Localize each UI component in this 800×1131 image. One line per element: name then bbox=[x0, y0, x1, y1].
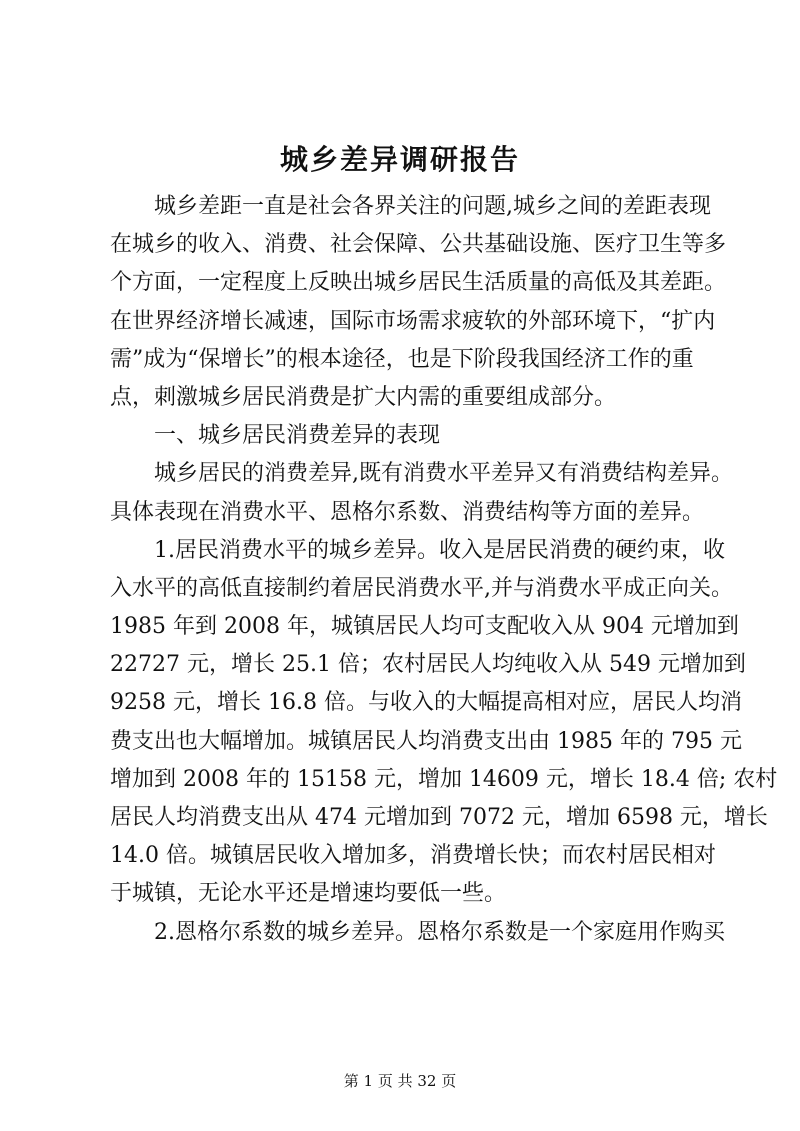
text-line: 1985 年到 2008 年，城镇居民人均可支配收入从 904 元增加到 bbox=[110, 614, 739, 640]
text-line: 14.0 倍。城镇居民收入增加多，消费增长快；而农村居民相对 bbox=[110, 843, 716, 869]
text-line: 个方面，一定程度上反映出城乡居民生活质量的高低及其差距。 bbox=[110, 270, 727, 296]
document-title: 城乡差异调研报告 bbox=[279, 143, 520, 176]
section-heading: 一、城乡居民消费差异的表现 bbox=[154, 423, 441, 449]
text-line: 入水平的高低直接制约着居民消费水平,并与消费水平成正向关。 bbox=[110, 575, 733, 601]
text-line: 2.恩格尔系数的城乡差异。恩格尔系数是一个家庭用作购买 bbox=[154, 919, 725, 945]
text-line: 1.居民消费水平的城乡差异。收入是居民消费的硬约束，收 bbox=[154, 537, 725, 563]
text-line: 具体表现在消费水平、恩格尔系数、消费结构等方面的差异。 bbox=[110, 499, 705, 525]
page-number-footer: 第 1 页 共 32 页 bbox=[343, 1072, 457, 1090]
text-line: 城乡差距一直是社会各界关注的问题,城乡之间的差距表现 bbox=[154, 194, 711, 219]
text-line: 居民人均消费支出从 474 元增加到 7072 元，增加 6598 元，增长 bbox=[110, 805, 768, 830]
text-line: 点，刺激城乡居民消费是扩大内需的重要组成部分。 bbox=[110, 384, 617, 410]
text-line: 于城镇，无论水平还是增速均要低一些。 bbox=[110, 881, 507, 907]
text-line: 费支出也大幅增加。城镇居民人均消费支出由 1985 年的 795 元 bbox=[110, 728, 742, 754]
document-body bbox=[110, 188, 778, 952]
text-line: 9258 元，增长 16.8 倍。与收入的大幅提高相对应，居民人均消 bbox=[110, 690, 742, 716]
text-line: 在世界经济增长减速，国际市场需求疲软的外部环境下，“扩内 bbox=[110, 308, 716, 334]
text-line: 在城乡的收入、消费、社会保障、公共基础设施、医疗卫生等多 bbox=[110, 232, 727, 258]
text-line: 需”成为“保增长”的根本途径，也是下阶段我国经济工作的重 bbox=[110, 346, 694, 372]
text-line: 22727 元，增长 25.1 倍；农村居民人均纯收入从 549 元增加到 bbox=[110, 652, 746, 678]
text-line: 增加到 2008 年的 15158 元，增加 14609 元，增长 18.4 倍; 农村 bbox=[110, 766, 778, 792]
text-line: 城乡居民的消费差异,既有消费水平差异又有消费结构差异。 bbox=[154, 461, 733, 487]
